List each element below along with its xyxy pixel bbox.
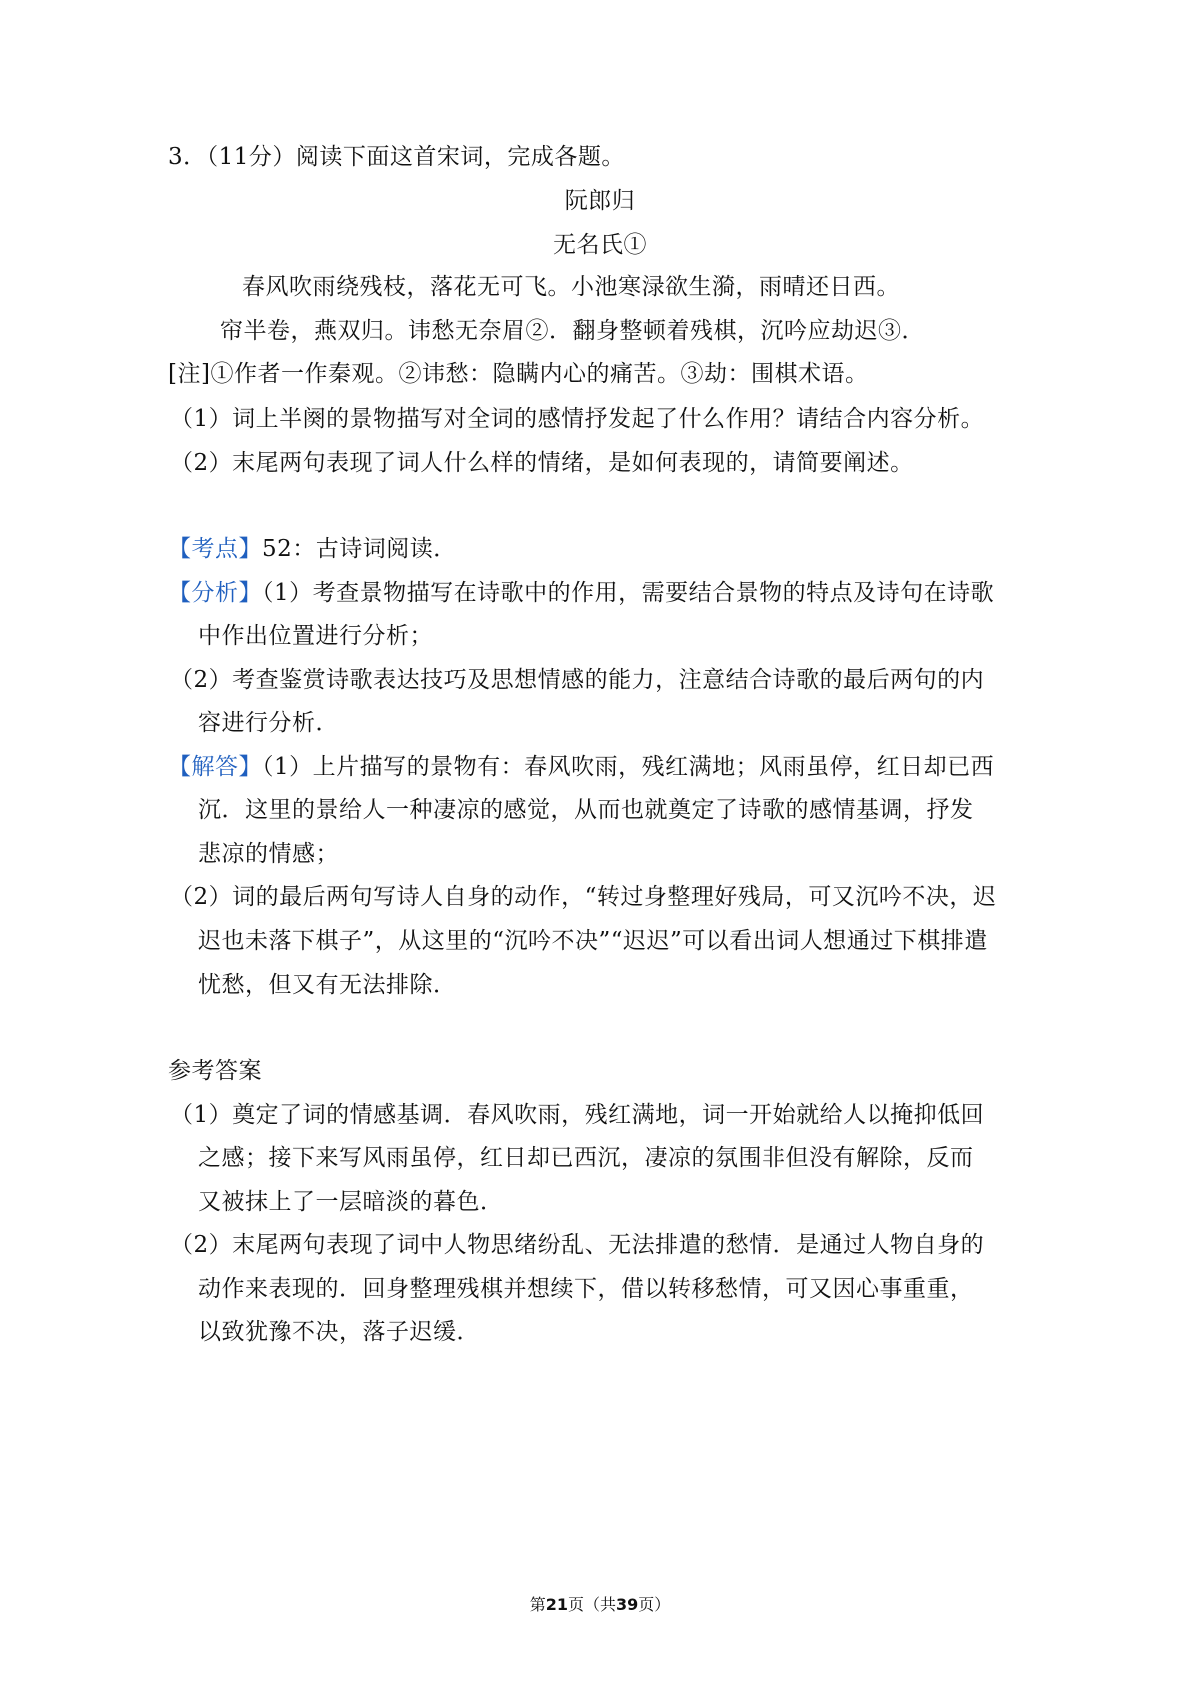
fenxi-text-1a: （1）考查景物描写在诗歌中的作用，需要结合景物的特点及诗句在诗歌 [262, 580, 995, 606]
jieda-line-1a [168, 752, 994, 782]
jieda-line-2c: 忧愁，但又有无法排除． [198, 972, 457, 998]
poem-title: 阮郎归 [564, 188, 636, 214]
jieda-tag: 【解答】 [168, 754, 262, 780]
footer-total-pages: 39 [616, 1595, 639, 1614]
fenxi-line-2a: （2）考查鉴赏诗歌表达技巧及思想情感的能力，注意结合诗歌的最后两句的内 [170, 667, 985, 693]
fenxi-line-2b: 容进行分析． [198, 710, 339, 736]
reference-answer-1b: 之感；接下来写风雨虽停，红日却已西沉，凄凉的氛围非但没有解除，反而 [198, 1145, 974, 1171]
footer-suffix: 页） [638, 1595, 671, 1614]
jieda-line-1c: 悲凉的情感； [198, 841, 339, 867]
poem-line-2: 帘半卷，燕双归。讳愁无奈眉②．翻身整顿着残棋，沉吟应劫迟③． [220, 318, 925, 344]
jieda-line-2a: （2）词的最后两句写诗人自身的动作，“转过身整理好残局，可又沉吟不决，迟 [170, 884, 997, 910]
poem-line-1: 春风吹雨绕残枝，落花无可飞。小池寒渌欲生漪，雨晴还日西。 [242, 274, 900, 300]
jieda-line-1b: 沉．这里的景给人一种凄凉的感觉，从而也就奠定了诗歌的感情基调，抒发 [198, 797, 974, 823]
question-header: 3．（11分）阅读下面这首宋词，完成各题。 [168, 144, 625, 170]
kaodian-tag: 【考点】 [168, 536, 262, 562]
footer-page-number: 21 [545, 1595, 568, 1614]
page-footer [0, 1594, 1200, 1616]
footer-middle: 页（共 [567, 1595, 616, 1614]
fenxi-tag: 【分析】 [168, 580, 262, 606]
reference-answer-2b: 动作来表现的．回身整理残棋并想续下，借以转移愁情，可又因心事重重， [198, 1276, 974, 1302]
poem-note: [注]①作者一作秦观。②讳愁：隐瞒内心的痛苦。③劫：围棋术语。 [168, 361, 869, 387]
reference-title: 参考答案 [168, 1058, 262, 1084]
reference-answer-1a: （1）奠定了词的情感基调．春风吹雨，残红满地，词一开始就给人以掩抑低回 [170, 1102, 985, 1128]
reference-answer-1c: 又被抹上了一层暗淡的暮色． [198, 1189, 504, 1215]
kaodian-line [168, 534, 457, 564]
sub-question-1: （1）词上半阕的景物描写对全词的感情抒发起了什么作用？请结合内容分析。 [170, 406, 985, 432]
poem-author: 无名氏① [553, 232, 647, 258]
reference-answer-2c: 以致犹豫不决，落子迟缓． [198, 1319, 480, 1345]
kaodian-text: 52：古诗词阅读． [262, 536, 457, 562]
fenxi-line-1b: 中作出位置进行分析； [198, 623, 433, 649]
fenxi-line-1a [168, 578, 994, 608]
reference-answer-2a: （2）末尾两句表现了词中人物思绪纷乱、无法排遣的愁情．是通过人物自身的 [170, 1232, 985, 1258]
jieda-line-2b: 迟也未落下棋子”，从这里的“沉吟不决”“迟迟”可以看出词人想通过下棋排遣 [198, 928, 988, 954]
jieda-text-1a: （1）上片描写的景物有：春风吹雨，残红满地；风雨虽停，红日却已西 [262, 754, 995, 780]
footer-prefix: 第 [529, 1595, 546, 1614]
sub-question-2: （2）末尾两句表现了词人什么样的情绪，是如何表现的，请简要阐述。 [170, 450, 914, 476]
